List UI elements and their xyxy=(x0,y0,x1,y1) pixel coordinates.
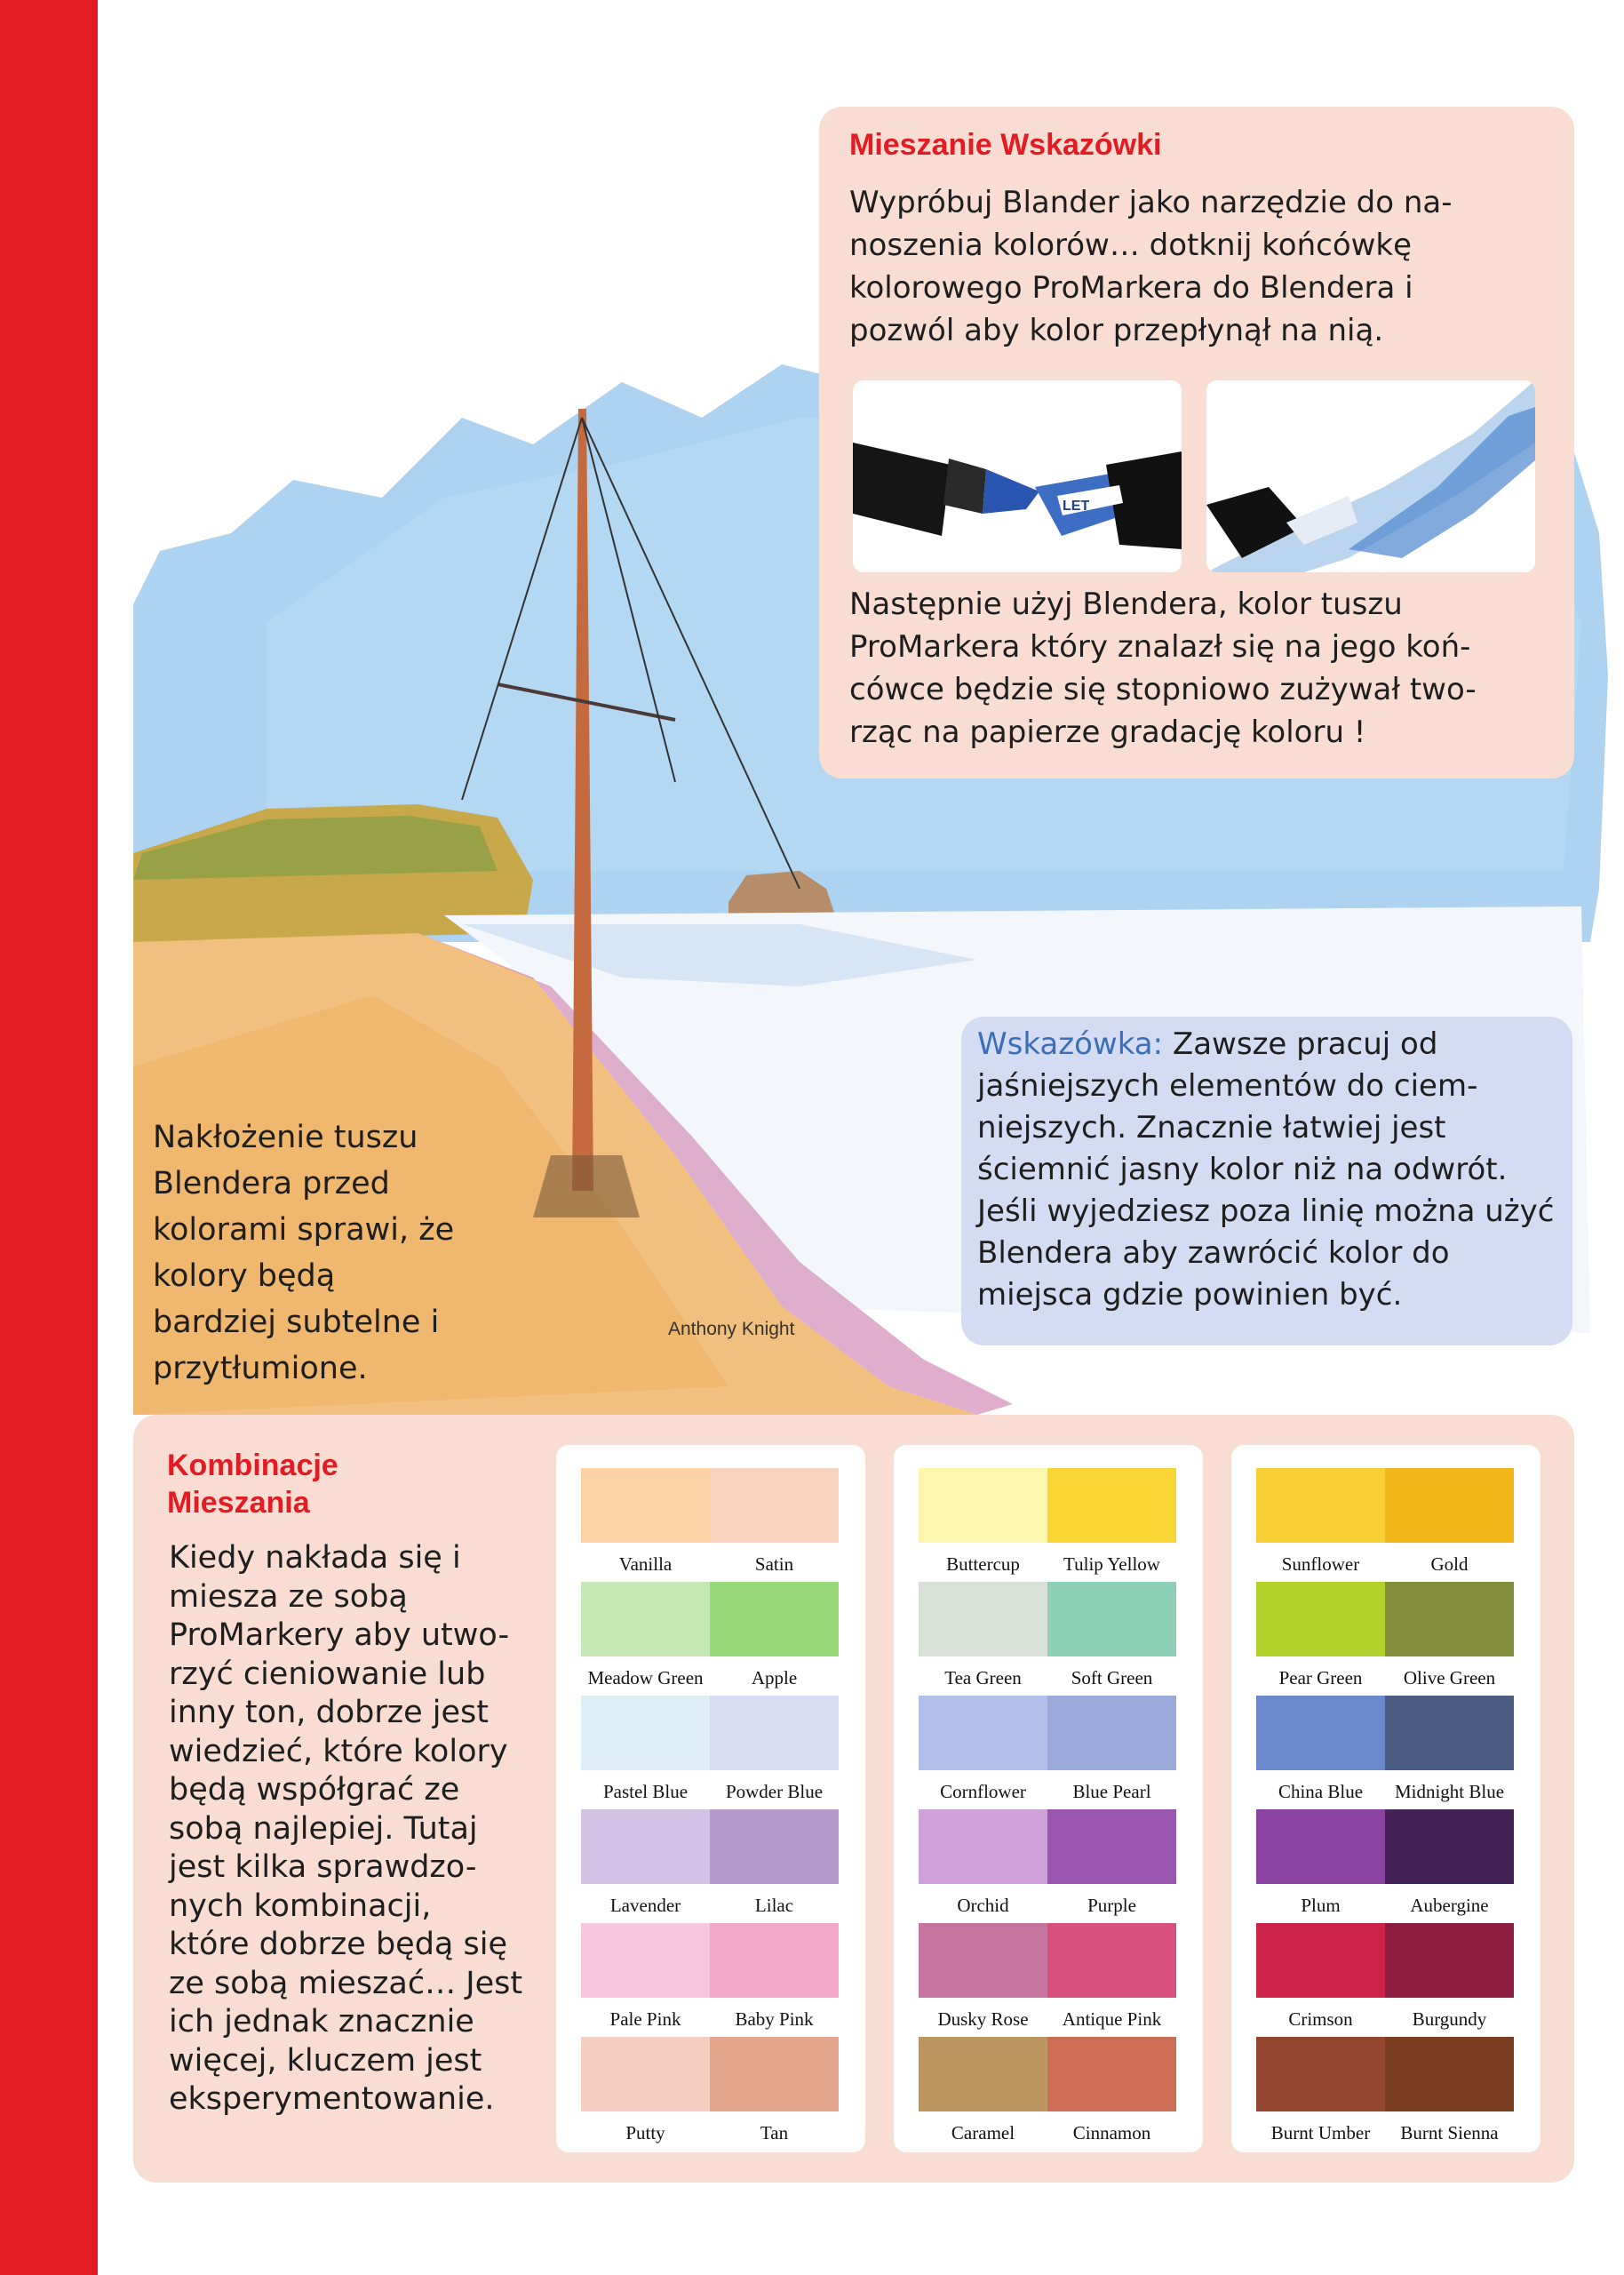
swatch-name: Lavender xyxy=(609,1895,681,1916)
swatch-name: Soft Green xyxy=(1071,1667,1153,1688)
hint-panel xyxy=(961,1017,1572,1345)
color-swatch xyxy=(1385,1468,1514,1582)
swatch-name: Vanilla xyxy=(618,1553,673,1575)
swatch-color-box xyxy=(581,1809,710,1884)
swatch-pair xyxy=(581,1582,839,1696)
color-swatch xyxy=(710,1696,839,1809)
swatch-name: Lilac xyxy=(754,1895,794,1916)
swatch-name: Pastel Blue xyxy=(602,1781,689,1802)
color-swatch xyxy=(1256,1582,1385,1696)
swatch-name: Apple xyxy=(751,1667,798,1688)
swatch-color-box xyxy=(1256,1468,1385,1543)
swatch-pair xyxy=(581,1696,839,1809)
swatch-color-box xyxy=(919,1809,1047,1884)
swatch-color-box xyxy=(1047,2037,1176,2111)
marker-touch-photo xyxy=(853,380,1182,572)
swatch-color-box xyxy=(1256,1582,1385,1656)
swatch-color-box xyxy=(710,1582,839,1656)
swatch-pair xyxy=(919,1923,1176,2037)
swatch-color-box xyxy=(1047,1468,1176,1543)
tips-paragraph-2: Następnie użyj Blendera, kolor tuszu ProMarkera który znalazł się na jego koń- cówce będzie się stopniowo zużywał two- rząc na papierze gradację koloru ! xyxy=(849,587,1477,750)
color-swatch xyxy=(919,1809,1047,1923)
swatch-name: Putty xyxy=(625,2122,665,2143)
swatch-name: China Blue xyxy=(1278,1781,1364,1802)
swatch-color-box xyxy=(1256,1696,1385,1770)
color-swatch xyxy=(1385,2037,1514,2151)
swatch-color-box xyxy=(1047,1696,1176,1770)
color-swatch xyxy=(581,1923,710,2037)
color-swatch xyxy=(710,2037,839,2151)
swatch-name: Crimson xyxy=(1288,2008,1353,2030)
color-swatch xyxy=(1256,1468,1385,1582)
color-swatch xyxy=(1385,1809,1514,1923)
swatch-color-box xyxy=(710,1923,839,1998)
swatch-pair xyxy=(1256,1468,1514,1582)
marker-brand-label: LET xyxy=(1063,499,1090,514)
combinations-text: Kiedy nakłada się i miesza ze sobą ProMarkery aby utwo- rzyć cieniowanie lub inny ton, dobrze jest wiedzieć, które kolory będą współgrać ze sobą najlepiej. Tutaj jest kilka sprawdzo- nych kombinacji, które dobrze będą się ze sobą mieszać… Jest ich jednak znacznie więcej, kluczem jest eksperymentowanie. xyxy=(169,1540,523,2117)
swatch-name: Tan xyxy=(760,2122,789,2143)
swatch-name: Gold xyxy=(1430,1553,1469,1575)
color-swatch xyxy=(919,1923,1047,2037)
swatch-pair xyxy=(919,1809,1176,1923)
color-swatch xyxy=(919,2037,1047,2151)
swatch-name: Meadow Green xyxy=(587,1667,704,1688)
swatch-color-box xyxy=(1256,2037,1385,2111)
swatch-color-box xyxy=(710,1696,839,1770)
swatch-pair xyxy=(581,1923,839,2037)
blender-caption: Nakłożenie tuszu Blendera przed kolorami sprawi, że kolory będą bardziej subtelne i przytłumione. xyxy=(153,1120,455,1386)
swatch-name: Dusky Rose xyxy=(937,2008,1029,2030)
swatch-color-box xyxy=(1047,1923,1176,1998)
swatch-color-box xyxy=(581,1923,710,1998)
color-swatch xyxy=(1385,1696,1514,1809)
swatch-pair xyxy=(919,1582,1176,1696)
swatch-pair xyxy=(1256,1696,1514,1809)
swatch-pair xyxy=(1256,1923,1514,2037)
swatch-name: Burnt Sienna xyxy=(1400,2122,1499,2143)
swatch-name: Tulip Yellow xyxy=(1063,1553,1160,1575)
color-swatch xyxy=(581,1809,710,1923)
swatch-name: Cinnamon xyxy=(1072,2122,1151,2143)
swatch-color-box xyxy=(581,1696,710,1770)
color-swatch xyxy=(919,1468,1047,1582)
swatch-name: Plum xyxy=(1301,1895,1341,1916)
color-swatch xyxy=(1047,1468,1176,1582)
swatch-color-box xyxy=(919,1696,1047,1770)
swatch-name: Burgundy xyxy=(1412,2008,1487,2030)
color-swatch xyxy=(581,1468,710,1582)
blending-tips-panel xyxy=(819,107,1574,778)
color-swatch xyxy=(581,1696,710,1809)
color-swatch xyxy=(1256,1923,1385,2037)
swatch-name: Tea Green xyxy=(944,1667,1022,1688)
color-swatch xyxy=(1047,1809,1176,1923)
swatch-name: Burnt Umber xyxy=(1270,2122,1371,2143)
combinations-title: Kombinacje Mieszania xyxy=(167,1449,338,1520)
swatch-color-box xyxy=(1256,1809,1385,1884)
swatch-color-box xyxy=(1385,1923,1514,1998)
swatch-name: Buttercup xyxy=(946,1553,1020,1575)
color-swatch xyxy=(1047,1696,1176,1809)
color-swatch xyxy=(1385,1923,1514,2037)
color-swatch xyxy=(919,1696,1047,1809)
swatch-pair xyxy=(581,1468,839,1582)
color-swatch xyxy=(919,1582,1047,1696)
swatch-color-box xyxy=(1385,2037,1514,2111)
color-swatch xyxy=(1256,1696,1385,1809)
color-swatch xyxy=(581,2037,710,2151)
color-swatch xyxy=(1256,1809,1385,1923)
swatch-pair xyxy=(581,1809,839,1923)
tips-paragraph-1: Wypróbuj Blander jako narzędzie do na- noszenia kolorów… dotknij końcówkę kolorowego ProMarkera do Blendera i pozwól aby kolor przepłynął na nią. xyxy=(849,185,1453,348)
color-swatch xyxy=(710,1468,839,1582)
tips-title: Mieszanie Wskazówki xyxy=(849,128,1162,162)
swatch-color-box xyxy=(919,1923,1047,1998)
swatch-color-box xyxy=(1047,1582,1176,1656)
swatch-color-box xyxy=(581,1468,710,1543)
swatch-name: Pear Green xyxy=(1278,1667,1363,1688)
swatch-color-box xyxy=(1385,1696,1514,1770)
color-swatch xyxy=(710,1809,839,1923)
swatch-color-box xyxy=(919,1468,1047,1543)
swatch-color-box xyxy=(710,1809,839,1884)
swatch-name: Sunflower xyxy=(1281,1553,1360,1575)
swatch-pair xyxy=(919,1696,1176,1809)
swatch-pair xyxy=(581,2037,839,2151)
swatch-color-box xyxy=(1385,1809,1514,1884)
blender-stroke-photo xyxy=(1206,380,1535,572)
swatch-name: Satin xyxy=(754,1553,794,1575)
color-swatch xyxy=(1047,1582,1176,1696)
swatch-color-box xyxy=(581,1582,710,1656)
swatch-name: Powder Blue xyxy=(725,1781,824,1802)
swatch-pair xyxy=(1256,2037,1514,2151)
swatch-name: Pale Pink xyxy=(609,2008,681,2030)
blending-combinations-panel xyxy=(133,1415,1574,2183)
hint-label: Wskazówka: xyxy=(977,1026,1164,1062)
color-swatch xyxy=(581,1582,710,1696)
swatch-color-box xyxy=(1385,1468,1514,1543)
swatch-pair xyxy=(919,1468,1176,1582)
color-swatch xyxy=(1047,2037,1176,2151)
color-swatch xyxy=(1256,2037,1385,2151)
color-swatch xyxy=(710,1923,839,2037)
swatch-name: Caramel xyxy=(951,2122,1015,2143)
swatch-color-box xyxy=(919,1582,1047,1656)
swatch-color-box xyxy=(919,2037,1047,2111)
swatch-name: Midnight Blue xyxy=(1394,1781,1505,1802)
swatch-name: Olive Green xyxy=(1403,1667,1496,1688)
swatch-name: Orchid xyxy=(957,1895,1009,1916)
hint-text: Zawsze pracuj od jaśniejszych elementów do ciem-niejszych. Znacznie łatwiej jest ściemnić jasny kolor niż na odwrót. Jeśli wyjedziesz poza linię można użyć Blendera aby zawrócić kolor do miejsca gdzie powinien być. xyxy=(977,1026,1555,1313)
swatch-name: Blue Pearl xyxy=(1072,1781,1151,1802)
swatch-name: Antique Pink xyxy=(1062,2008,1162,2030)
swatch-name: Cornflower xyxy=(940,1781,1026,1802)
swatch-pair xyxy=(1256,1582,1514,1696)
swatch-card xyxy=(556,1445,865,2152)
swatch-card xyxy=(894,1445,1203,2152)
swatch-card xyxy=(1231,1445,1540,2152)
swatch-name: Purple xyxy=(1087,1895,1136,1916)
swatch-color-box xyxy=(710,2037,839,2111)
swatch-name: Baby Pink xyxy=(735,2008,814,2030)
swatch-pair xyxy=(919,2037,1176,2151)
color-swatch xyxy=(710,1582,839,1696)
hint-text-block xyxy=(977,1024,1564,1316)
swatch-pair xyxy=(1256,1809,1514,1923)
swatch-color-box xyxy=(1256,1923,1385,1998)
artist-signature: Anthony Knight xyxy=(668,1319,795,1339)
swatch-color-box xyxy=(710,1468,839,1543)
swatch-color-box xyxy=(581,2037,710,2111)
swatch-color-box xyxy=(1047,1809,1176,1884)
color-swatch xyxy=(1385,1582,1514,1696)
swatch-color-box xyxy=(1385,1582,1514,1656)
swatch-name: Aubergine xyxy=(1410,1895,1489,1916)
color-swatch xyxy=(1047,1923,1176,2037)
